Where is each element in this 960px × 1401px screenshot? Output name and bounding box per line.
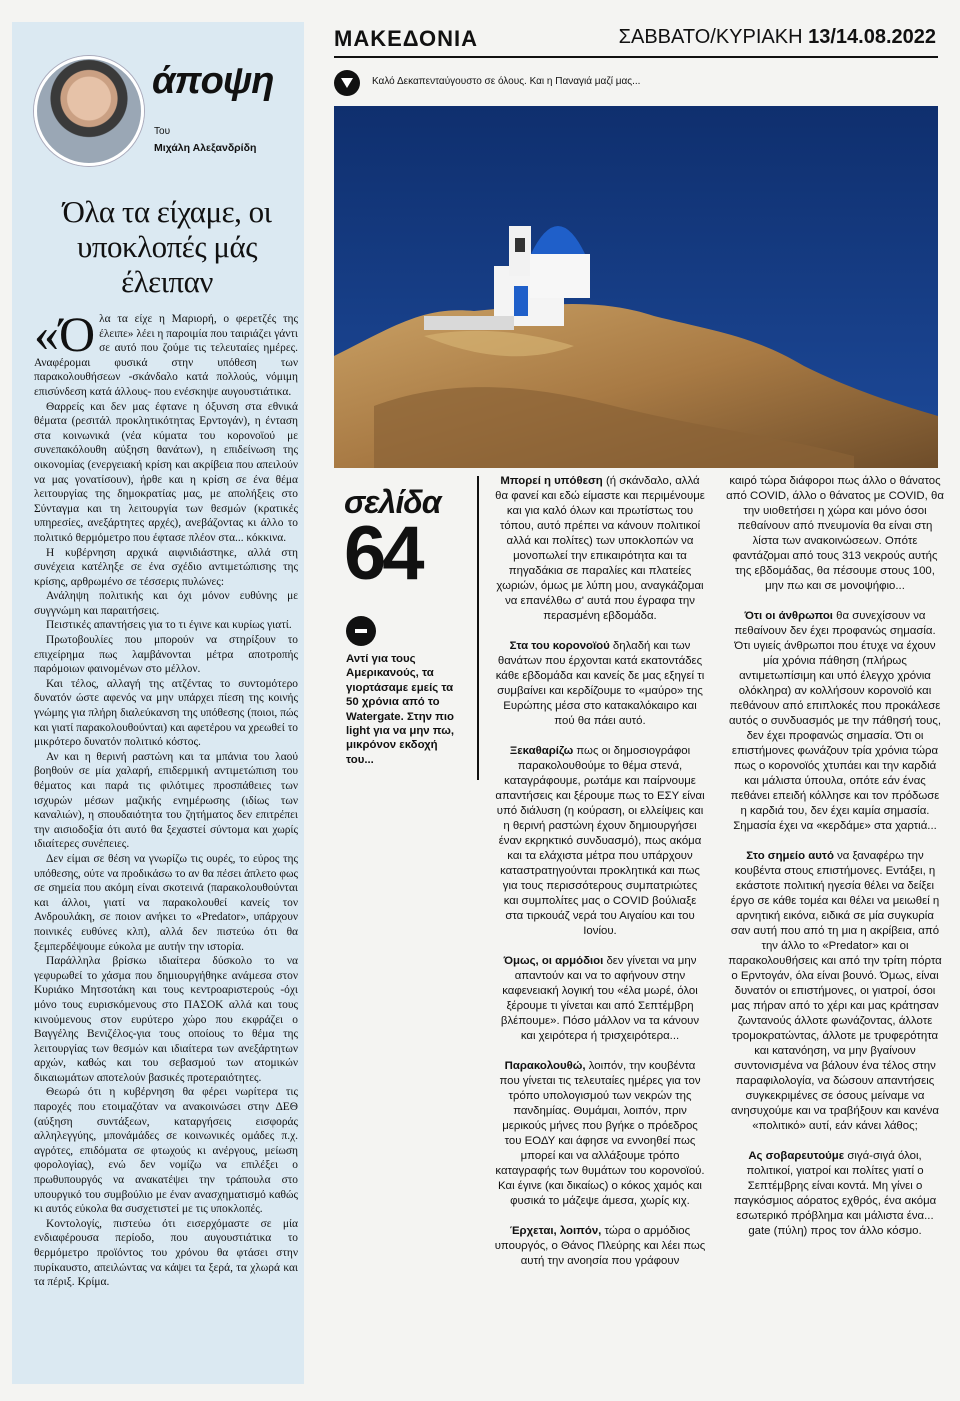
opinion-paragraph: Θεωρώ ότι η κυβέρνηση θα φέρει νωρίτερα τις παροχές που ετοιμαζόταν να ανακοινώσει στην ΔΕΘ (αύξηση συντάξεων, καταργήσεις εισφοράς αλληλεγγύης, μπονάμάδες σε κοινωνικές ομάδες π.χ. αγρότες, επιδόματα σε φτωχούς κι ανέργους, μείωση φορολογίας), ενώ δεν νομίζω να επιλέξει ο πρωθυπουργός να ανακατέψει την τράπουλα στο υπουργικό του συμβούλιο με έναν ανασχηματισμό καθώς κι αυτός εύκολα θα συσχετιστεί με τις υποκλοπές. bbox=[34, 1086, 298, 1216]
column-paragraph: Όμως, οι αρμόδιοι δεν γίνεται να μην απαντούν και να το αφήνουν στην καφενειακή λογική του «έλα μωρέ, όλοι ξέρουμε τι γίνεται και από Σεπτέμβρη βλέπουμε». Πόσο μάλλον να τα κάνουν και χειρότερα ή τρισχειρότερα... bbox=[500, 955, 700, 1042]
column-paragraph: Ότι οι άνθρωποι θα συνεχίσουν να πεθαίνουν δεν έχει προφανώς σημασία. Ότι υγιείς άνθρωποι που έτυχε να έχουν μία χρόνια πάθηση (πλήρως αντιμετωπίσιμη και υπό έλεγχο χρόνια ολόκληρα) αν κολλήσουν κορονοϊό και πεθάνουν από επιπλοκές που προκάλεσε αυτός ο συνδυασμός με την πάθησή τους, δεν έχει προφανώς σημασία. Ότι οι επιστήμονες φωνάζουν τρία χρόνια τώρα πως ο κορονοϊός χτυπάει και την καρδιά και μάλιστα ύπουλα, οπότε εάν ένας πεθάνει επειδή κόλλησε και τον πρόδωσε η καρδιά του, δεν έχει καμία σημασία. Σημασία έχει να «κερδάμε» στα χαρτιά... bbox=[728, 610, 942, 832]
chevron-down-icon bbox=[334, 70, 360, 96]
opinion-paragraph: Ανάληψη πολιτικής και όχι μόνον ευθύνης με συγγνώμη και παραιτήσεις. bbox=[34, 590, 298, 617]
column-paragraph: Παρακολουθώ, λοιπόν, την κουβέντα που γίνεται τις τελευταίες ημέρες για τον τρόπο υπολογισμού των νεκρών της πανδημίας. Θυμάμαι, λοιπόν, πριν μερικούς μήνες που βγήκε ο πρόεδρος του ΕΟΔΥ και άφησε να εννοηθεί πως μπορεί και να αλλάξουμε τρόπο καταγραφής των θυμάτων του κορονοϊού. Και έγινε (και δικαίως) ο κόκος χαμός και φυσικά το μάζεψε άμεσα, χωρίς κιχ. bbox=[495, 1060, 705, 1207]
column-paragraph: Ας σοβαρευτούμε σιγά-σιγά όλοι, πολιτικοί, γιατροί και πολίτες γιατί ο Σεπτέμβρης είναι κοντά. Μη γίνει ο παγκόσμιος αόρατος εχθρός, ένα ακόμα εσωτερικό πρόβλημα και μάλιστα ένα... gate (πύλη) προς τον άλλο κόσμο. bbox=[733, 1150, 937, 1237]
minus-icon bbox=[346, 616, 376, 646]
column-paragraph: Ξεκαθαρίζω πως οι δημοσιογράφοι παρακολουθούμε το θέμα στενά, καταγράφουμε, ρωτάμε και παίρνουμε απαντήσεις και ξέρουμε πως το ΕΣΥ είναι υπό διάλυση (η κούραση, οι ελλείψεις και η θερινή ραστώνη έχουν δημιουργήσει έναν εκρηκτικό συνδυασμό), πως ακόμα και τα ελάχιστα μέτρα που υπάρχουν καταστρατηγούνται προκλητικά και πως για τους περισσότερους συμπατριώτες και συμπολίτες μας ο COVID βούλιαξε στα τιρκουάζ νερά του Αιγαίου και του Ιονίου. bbox=[495, 745, 705, 937]
byline-prefix: Του bbox=[154, 126, 171, 137]
chapel-illustration bbox=[334, 106, 938, 468]
column-paragraph: καιρό τώρα διάφοροι πως άλλο ο θάνατος από COVID, άλλο ο θάνατος με COVID, θα την υιοθετήσει η χώρα και μόνο όσοι πεθαίνουν από πνευμονία θα είναι στη λίστα των ανακοινώσεων. Οπότε φαντάζομαι από τους 313 νεκρούς αυτής της εβδομάδας, θα πέσουμε στους 100, μην πω και σε μονοψήφιο... bbox=[726, 475, 944, 592]
author-avatar bbox=[34, 56, 144, 166]
section-title: άποψη bbox=[152, 60, 274, 102]
opinion-paragraph: Πειστικές απαντήσεις για το τι έγινε και κυρίως γιατί. bbox=[46, 619, 292, 632]
column-paragraph: Στο σημείο αυτό να ξαναφέρω την κουβέντα στους επιστήμονες. Εντάξει, η εκάστοτε πολιτική ηγεσία θέλει να δείξει έργο σε κάθε τομέα και θέλει να μειωθεί η αρνητική εικόνα, ειδικά σε μία συγκυρία σαν αυτή που από τη μια η ακρίβεια, από την άλλο το «Predator» και οι παρακολουθήσεις και από την τρίτη πόρτα ο Ερντογάν, όλα είναι βουνό. Όμως, είναι δυνατόν οι επιστήμονες, οι γιατροί, όσοι μας πήραν από το χέρι και μας κράτησαν ζωντανούς άλλοτε φωνάζοντας, άλλοτε τρομοκρατώντας, άλλοτε με τρυφερότητα και κατανόηση, να μην βγαίνουν συντονισμένα να βάλουν ένα τέλος στην παραφιλολογία, να δώσουν απαντήσεις συγκεκριμένες σε όσους μείναμε να ανησυχούμε και να τραβήξουν και κανένα «πολιτικό» αυτί, εάν κάνει λάθος; bbox=[728, 850, 942, 1132]
page-number: 64 bbox=[344, 511, 421, 596]
column-divider bbox=[477, 476, 479, 780]
page-label: σελίδα bbox=[344, 484, 441, 520]
opinion-headline: Όλα τα είχαμε, οι υποκλοπές μάς έλειπαν bbox=[62, 194, 272, 299]
column-middle bbox=[494, 474, 706, 1284]
opinion-paragraph: Η κυβέρνηση αρχικά αιφνιδιάστηκε, αλλά στη συνέχεια κατέληξε σε ένα σχέδιο αντιμετώπισης της κρίσης, αρθρωμένο σε τέσσερις πυλώνες: bbox=[34, 546, 298, 588]
opinion-paragraph: Και τέλος, αλλαγή της ατζέντας το συντομότερο δυνατόν ώστε αφενός να μην υπάρχει πίεση της κοινής γνώμης για πλήρη διαλεύκανση της υπόθεσης (ποιοι, πώς και γιατί παρακολουθούνται) και αφετέρου να χρεωθεί το μικρότερο δυνατόν πολιτικό κόστος. bbox=[34, 677, 298, 749]
opinion-column bbox=[12, 22, 304, 1384]
page-sidebar bbox=[338, 476, 464, 776]
opinion-paragraph: Αν και η θερινή ραστώνη και τα μπάνια του λαού βοηθούν σε μία χαλαρή, επιδερμική αντιμετώπιση του θέματος και παρά τις φιλότιμες προσπάθειες των ισχυρών μέσων μαζικής ενημέρωσης (ιδίως των καναλιών), η σπουδαιότητα του ζητήματος δεν επιτρέπει την αισιοδοξία ότι αυτό θα ξεχαστεί σύντομα και χωρίς ιδιαίτερες συνέπειες. bbox=[34, 750, 298, 851]
opinion-paragraph: Κοντολογίς, πιστεύω ότι εισερχόμαστε σε μία ενδιαφέρουσα περίοδο, που αυγουστιάτικα το θερμόμετρο προϊόντος του χρόνου θα φτάσει στην πυρίκαυστο, απειλώντας να κάψει τα ξερά, τα χλωρά και τα πέριξ. Κρίμα. bbox=[34, 1217, 298, 1289]
opinion-article bbox=[34, 306, 298, 1290]
opinion-paragraph: Θαρρείς και δεν μας έφτανε η όξυνση στα εθνικά θέματα (ρεσιτάλ προκλητικότητας Ερντογάν), η ένταση στα κοινωνικά (νέα κύματα του κορονοϊού με συνεπακόλουθη αύξηση θανάτων), η επιδείνωση της οικονομίας (ενεργειακή κρίση και ακρίβεια που απειλούν να μας γονατίσουν), ήρθε και η κρίση σε ένα θέμα λειτουργίας της δημοκρατίας μας, με απολήξεις στο Σύνταγμα και τη λειτουργία των θεσμών (κρατικές υπηρεσίες, ανεξάρτητες αρχές), ανεβάζοντας κι άλλο το πολιτικό θερμόμετρο που έφτασε πλέον στα... κόκκινα. bbox=[34, 400, 298, 544]
column-paragraph: Μπορεί η υπόθεση (ή σκάνδαλο, αλλά θα φανεί και εδώ είμαστε και περιμένουμε και για καλό όλων και πρωτίστως του τόπου, αυτό πρέπει να κάνουν πολιτικοί αλλά και πολίτες) των υποκλοπών να μονοπωλεί την επικαιρότητα και τα πηγαδάκια σε παραλίες και πλατείες χωριών, όμως με λύπη μου, αναγκάζομαι να επανέλθω σ' αυτά που έγραφα την περασμένη εβδομάδα. bbox=[495, 475, 705, 622]
sidebar-blurb: Αντί για τους Αμερικανούς, τα γιορτάσαμε εμείς τα 50 χρόνια από το Watergate. Στην πιο light για να μην πω, μικρόνον εκδοχή του... bbox=[346, 653, 454, 766]
column-paragraph: Έρχεται, λοιπόν, τώρα ο αρμόδιος υπουργός, ο Θάνος Πλεύρης και λέει πως αυτή την ανοησία που γράφουν bbox=[494, 1225, 706, 1267]
opinion-paragraph: Πρωτοβουλίες που μπορούν να στηρίξουν το επιχείρημα πως λαμβάνονται μέτρα αποτροπής παρόμοιων φαινομένων στο μέλλον. bbox=[34, 634, 298, 676]
issue-date: ΣΑΒΒΑΤΟ/ΚΥΡΙΑΚΗ 13/14.08.2022 bbox=[618, 26, 936, 48]
dropcap: «Ό bbox=[34, 306, 96, 362]
opinion-paragraph: Δεν είμαι σε θέση να γνωρίζω τις ουρές, το εύρος της υπόθεσης, ούτε να προδικάσω το αν θα πέσει άπλετο φως σε σημεία που ακόμη είναι σκοτεινά (παρακολουθούνται και άλλοι, γιατί να παρακολουθεί κανείς τον Ανδρουλάκη, σε ποιον ανήκει το «Predator», υπάρχουν ποινικές ευθύνες κλπ), αλλά δεν πιστεύω ότι θα ξεμπερδέψουμε εύκολα με αυτήν την ιστορία. bbox=[34, 852, 298, 953]
opinion-paragraph: «Όλα τα είχε η Μαριορή, ο φερετζές της έλειπε» λέει η παροιμία που ταιριάζει γάντι σε αυτό που ζούμε τις τελευταίες ημέρες. Αναφέρομαι φυσικά στην υπόθεση των παρακολουθήσεων -σκάνδαλο κατά πολλούς, νόμιμη επισύνδεση κατά άλλους- που ενέσκηψε αυγουστιάτικα. bbox=[34, 306, 298, 398]
opinion-paragraph: Παράλληλα βρίσκω ιδιαίτερα δύσκολο το να γεφυρωθεί το χάσμα που δημιουργήθηκε ανάμεσα στον Κυριάκο Μητσοτάκη και τους κεντροαριστερούς -όχι μόνο τους ευρισκόμενους στο ΠΑΣΟΚ αλλά και τους κινούμενους στον ευρύτερο χώρο που εκφράζει ο Βαγγέλης Βενιζέλος-για τους οποίους το θέμα της λειτουργίας των θεσμών και ιδιαίτερα των ανεξάρτητων αρχών, καθώς και του σεβασμού των ατομικών δικαιωμάτων αποτελούν βασικές προτεραιότητες. bbox=[34, 955, 298, 1084]
opinion-header bbox=[34, 56, 294, 176]
author-name: Μιχάλη Αλεξανδρίδη bbox=[154, 142, 257, 154]
photo-caption: Καλό Δεκαπενταύγουστο σε όλους. Και η Παναγιά μαζί μας... bbox=[372, 76, 641, 87]
column-right bbox=[726, 474, 944, 1254]
column-paragraph: Στα του κορονοϊού δηλαδή και των θανάτων που έρχονται κατά εκατοντάδες κάθε εβδομάδα και κανείς δε μας εξηγεί τι συμβαίνει και κερδίζουμε το «μαύρο» της Ευρώπης μέσα στο κατακαλόκαιρο και πού θα πάει αυτό. bbox=[495, 640, 705, 727]
chapel-photo bbox=[334, 106, 938, 468]
newspaper-name: ΜΑΚΕΔΟΝΙΑ bbox=[334, 26, 478, 51]
masthead bbox=[334, 22, 938, 58]
photo-caption-row bbox=[334, 70, 938, 98]
